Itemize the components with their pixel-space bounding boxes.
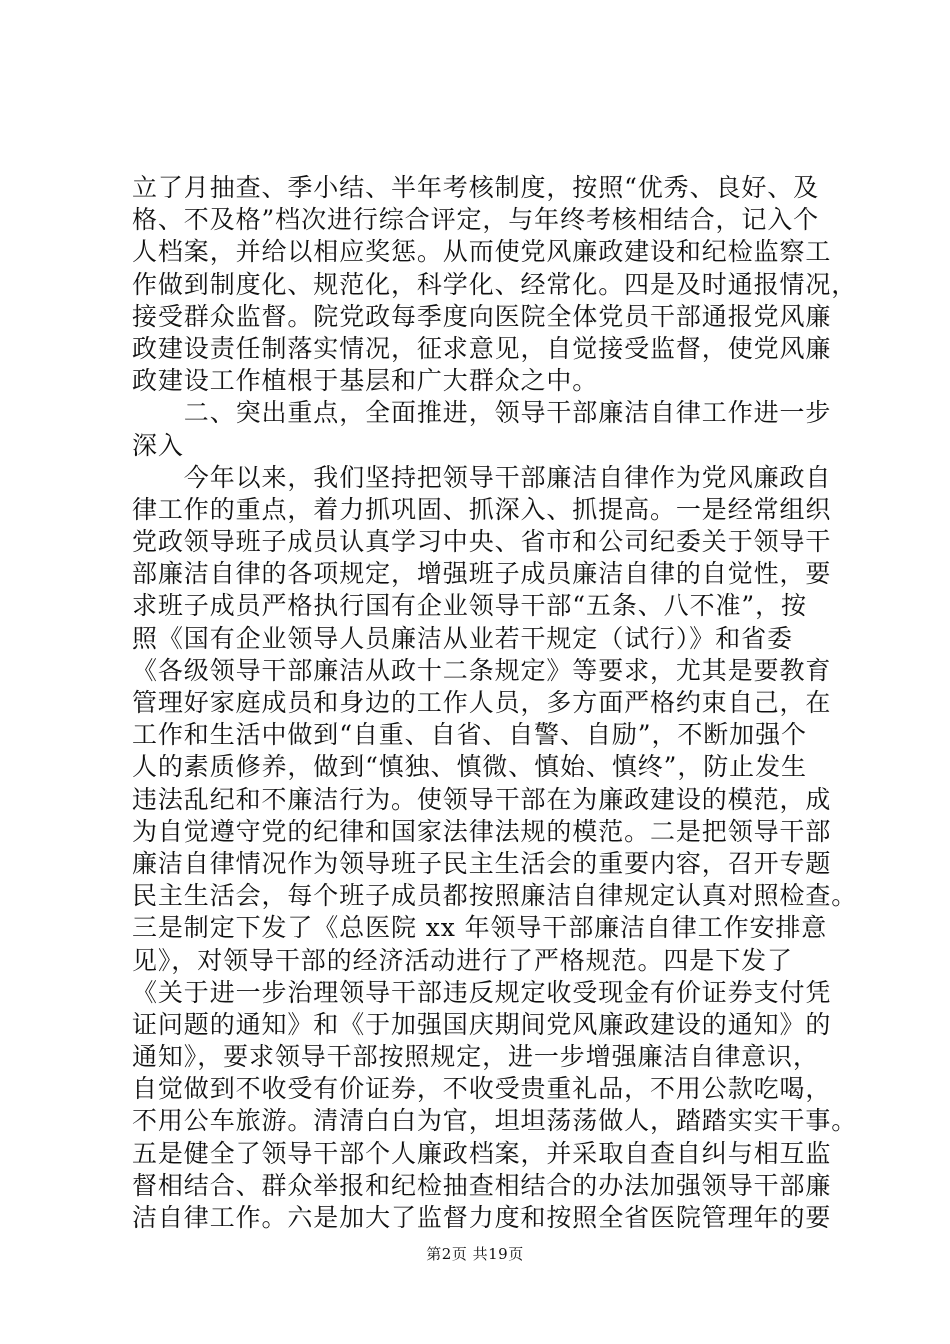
text-line: 求班子成员严格执行国有企业领导干部“五条、八不准”，按	[132, 591, 807, 621]
text-line: 《关于进一步治理领导干部违反规定收受现金有价证券支付凭	[132, 977, 832, 1007]
text-line: 五是健全了领导干部个人廉政档案，并采取自查自纠与相互监	[132, 1138, 832, 1168]
text-line: 民主生活会，每个班子成员都按照廉洁自律规定认真对照检查。	[132, 881, 858, 911]
text-line: 政建设责任制落实情况，征求意见，自觉接受监督，使党风廉	[132, 333, 832, 363]
text-line: 证问题的通知》和《于加强国庆期间党风廉政建设的通知》的	[132, 1009, 832, 1039]
text-line: 照《国有企业领导人员廉洁从业若干规定（试行）》和省委	[132, 623, 793, 653]
text-line: 人档案，并给以相应奖惩。从而使党风廉政建设和纪检监察工	[132, 237, 832, 267]
text-line: 督相结合、群众举报和纪检抽查相结合的办法加强领导干部廉	[132, 1170, 832, 1200]
text-line: 洁自律工作。六是加大了监督力度和按照全省医院管理年的要	[132, 1203, 832, 1232]
text-line: 深入	[132, 430, 184, 460]
text-line: 二、突出重点，全面推进，领导干部廉洁自律工作进一步	[132, 398, 832, 428]
text-line: 《各级领导干部廉洁从政十二条规定》等要求，尤其是要教育	[132, 655, 832, 685]
text-line: 接受群众监督。院党政每季度向医院全体党员干部通报党风廉	[132, 301, 832, 331]
text-line: 今年以来，我们坚持把领导干部廉洁自律作为党风廉政自	[132, 462, 832, 492]
text-line: 工作和生活中做到“自重、自省、自警、自励”，不断加强个	[132, 720, 807, 750]
text-line: 党政领导班子成员认真学习中央、省市和公司纪委关于领导干	[132, 527, 832, 557]
text-line: 部廉洁自律的各项规定，增强班子成员廉洁自律的自觉性，要	[132, 559, 832, 589]
text-line: 人的素质修养，做到“慎独、慎微、慎始、慎终”，防止发生	[132, 752, 807, 782]
text-line: 自觉做到不收受有价证券，不收受贵重礼品，不用公款吃喝，	[132, 1074, 832, 1104]
text-line: 见》，对领导干部的经济活动进行了严格规范。四是下发了	[132, 945, 793, 975]
text-line: 立了月抽查、季小结、半年考核制度，按照“优秀、良好、及	[132, 173, 820, 202]
body-text	[132, 172, 858, 1234]
text-line: 律工作的重点，着力抓巩固、抓深入、抓提高。一是经常组织	[132, 494, 832, 524]
text-line: 通知》，要求领导干部按照规定，进一步增强廉洁自律意识，	[132, 1042, 819, 1072]
text-line: 为自觉遵守党的纪律和国家法律法规的模范。二是把领导干部	[132, 816, 832, 846]
text-line: 不用公车旅游。清清白白为官，坦坦荡荡做人，踏踏实实干事。	[132, 1106, 858, 1136]
text-line: 管理好家庭成员和身边的工作人员，多方面严格约束自己，在	[132, 688, 832, 717]
text-line: 政建设工作植根于基层和广大群众之中。	[132, 366, 599, 396]
text-line: 作做到制度化、规范化，科学化、经常化。四是及时通报情况，	[132, 269, 858, 299]
text-line: 廉洁自律情况作为领导班子民主生活会的重要内容，召开专题	[132, 848, 832, 878]
page-footer: 第2页 共19页	[426, 1245, 524, 1263]
text-line: 违法乱纪和不廉洁行为。使领导干部在为廉政建设的模范，成	[132, 784, 832, 814]
text-line: 三是制定下发了《总医院 xx 年领导干部廉洁自律工作安排意	[132, 913, 828, 943]
text-line: 格、不及格”档次进行综合评定，与年终考核相结合，记入个	[132, 205, 820, 235]
